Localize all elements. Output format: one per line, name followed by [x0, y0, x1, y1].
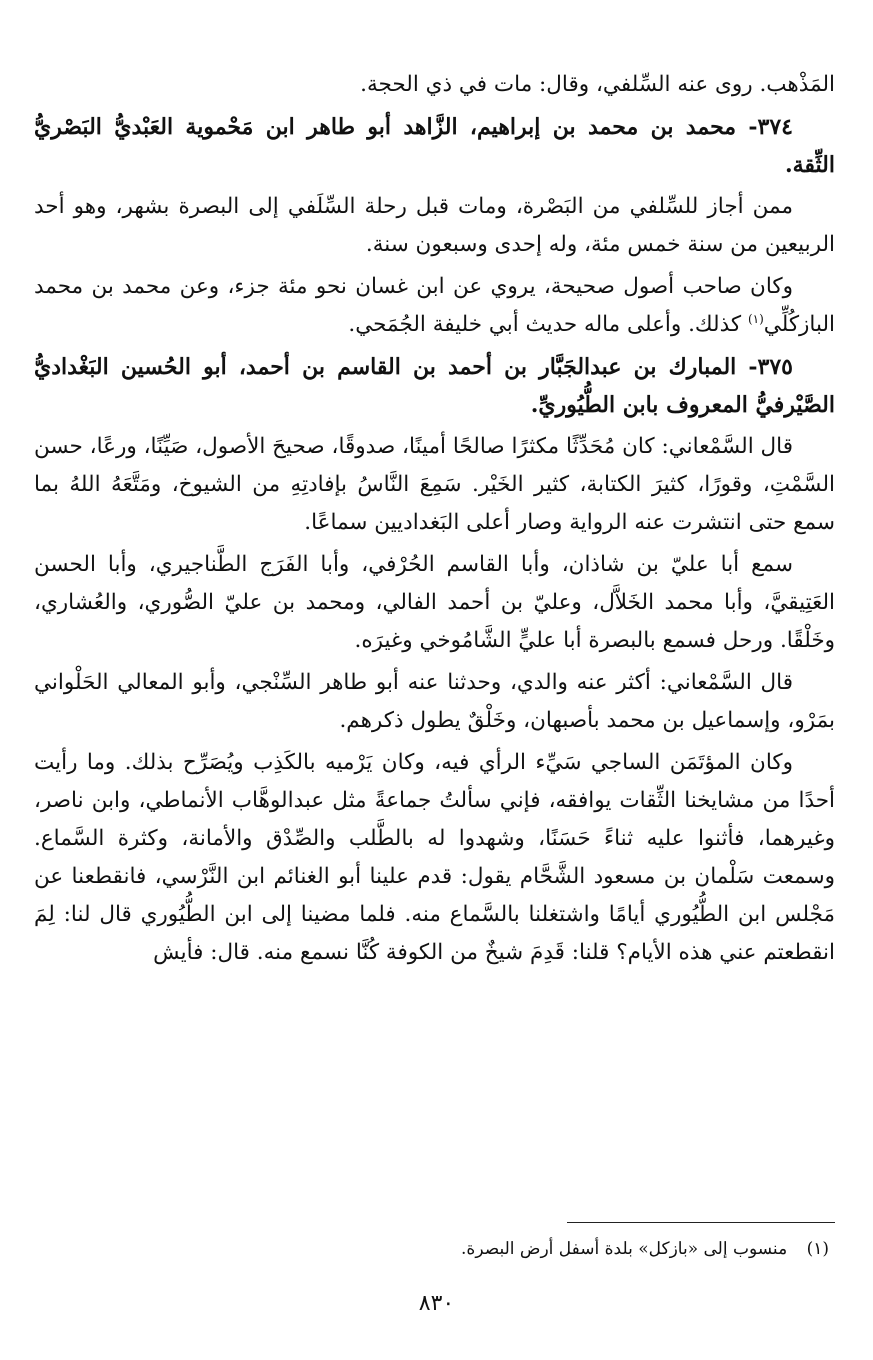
footnote-divider [567, 1222, 835, 1223]
paragraph [34, 268, 835, 344]
paragraph: المَذْهب. روى عنه السِّلفي، وقال: مات في ذي الحجة. [360, 72, 835, 97]
footnote-number: (١) [806, 1239, 829, 1259]
paragraph: ممن أجاز للسِّلفي من البَصْرة، ومات قبل رحلة السِّلَفي إلى البصرة بشهر، وهو أحد الربيعين من سنة خمس مئة، وله إحدى وسبعون سنة. [34, 194, 835, 257]
paragraph: قال السَّمْعاني: كان مُحَدِّثًا مكثرًا صالحًا أمينًا، صدوقًا، صحيحَ الأصول، صَيِّنًا، ورعًا، حسن السَّمْتِ، وقورًا، كثيرَ الكتابة، كثير الخَيْر. سَمِعَ النَّاسُ بإفادتِهِ من الشيوخ، ومَتَّعَهُ اللهُ بما سمع حتى انتشرت عنه الرواية وصار أعلى البَغداديين سماعًا. [34, 434, 835, 535]
paragraph-text: كذلك. وأعلى ماله حديث أبي خليفة الجُمَحي. [348, 312, 748, 337]
paragraph-text: وكان صاحب أصول صحيحة، يروي عن ابن غسان نحو مئة جزء، وعن محمد بن محمد البازكُلِّي [34, 274, 835, 337]
main-text [34, 66, 835, 976]
paragraph: قال السَّمْعاني: أكثر عنه والدي، وحدثنا عنه أبو طاهر السِّنْجي، وأبو المعالي الحَلْواني بمَرْو، وإسماعيل بن محمد بأصبهان، وخَلْقٌ يطول ذكرهم. [34, 670, 835, 733]
paragraph: سمع أبا عليّ بن شاذان، وأبا القاسم الحُرْفي، وأبا الفَرَج الطَّناجيري، وأبا الحسن العَتِيقيَّ، وأبا محمد الخَلاَّل، وعليّ بن أحمد الفالي، ومحمد بن عليّ الصُّوري، والعُشاري، وخَلْقًا. ورحل فسمع بالبصرة أبا عليٍّ الشَّامُوخي وغيرَه. [34, 552, 835, 653]
page-number: ٨٣٠ [418, 1291, 455, 1316]
entry-heading-374: ٣٧٤- محمد بن محمد بن إبراهيم، الزَّاهد أبو طاهر ابن مَحْموية العَبْديُّ البَصْريُّ الثِّقة. [34, 114, 835, 178]
footnote-marker[interactable]: (١) [747, 311, 764, 326]
footnote-text: منسوب إلى «بازكل» بلدة أسفل أرض البصرة. [461, 1239, 788, 1259]
paragraph: وكان المؤتَمَن الساجي سَيِّء الرأي فيه، وكان يَرْميه بالكَذِب ويُصَرِّح بذلك. وما رأيت أحدًا من مشايخنا الثِّقات يوافقه، فإني سألتُ جماعةً مثل عبدالوهَّاب الأنماطي، وابن ناصر، وغيرهما، فأثنوا عليه ثناءً حَسَنًا، وشهدوا له بالطَّلب والصِّدْق والأمانة، وكثرة السَّماع. وسمعت سَلْمان بن مسعود الشَّحَّام يقول: قدم علينا أبو الغنائم ابن النَّرْسي، فانقطعنا عن مَجْلس ابن الطُّيُوري أيامًا واشتغلنا بالسَّماع منه. فلما مضينا إلى ابن الطُّيُوري قال لنا: لِمَ انقطعتم عني هذه الأيام؟ قلنا: قَدِمَ شيخٌ من الكوفة كُنَّا نسمع منه. قال: فأيش [34, 750, 835, 965]
entry-heading-375: ٣٧٥- المبارك بن عبدالجَبَّار بن أحمد بن القاسم بن أحمد، أبو الحُسين البَغْداديُّ الصَّيْرفيُّ المعروف بابن الطُّيُوريِّ. [34, 354, 835, 418]
footnote [40, 1235, 829, 1263]
